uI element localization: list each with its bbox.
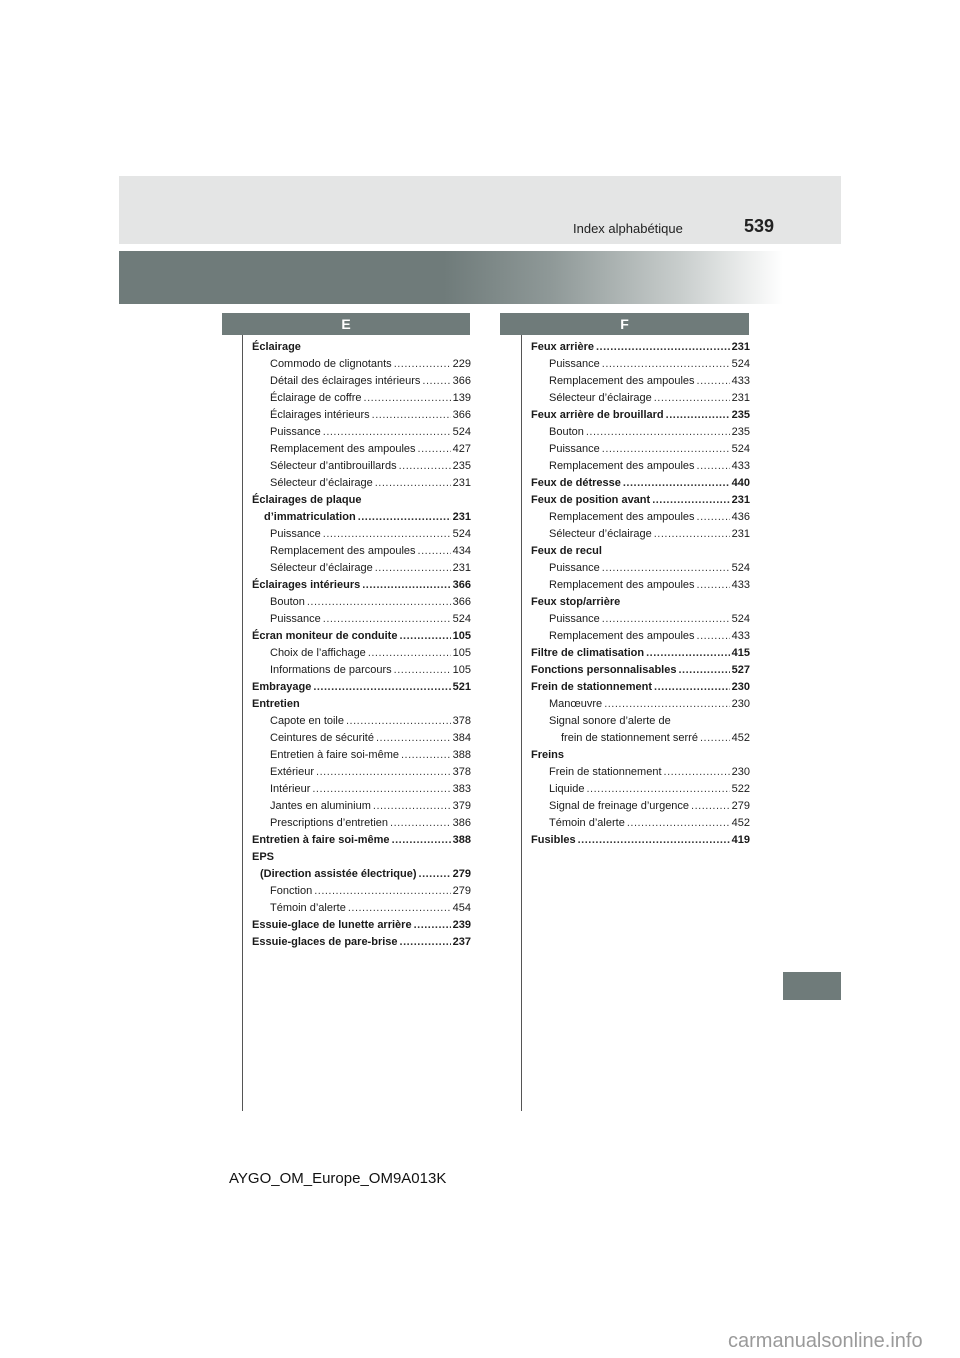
- index-entry: [252, 815, 471, 832]
- dot-leader: [316, 764, 451, 781]
- index-entry: [531, 747, 750, 764]
- index-entry-page: 434: [452, 545, 471, 557]
- dot-leader: [691, 798, 730, 815]
- index-entry-term: Remplacement des ampoules: [549, 511, 695, 523]
- index-entry-term: Feux arrière: [531, 341, 594, 353]
- dot-leader: [578, 832, 730, 849]
- dot-leader: [314, 883, 450, 900]
- index-entry: [531, 543, 750, 560]
- index-entry-page: 231: [452, 511, 471, 523]
- index-entry-term: Choix de l’affichage: [270, 647, 366, 659]
- index-entry-term: Filtre de climatisation: [531, 647, 645, 659]
- dot-leader: [394, 662, 451, 679]
- index-entry-page: 452: [731, 732, 750, 744]
- index-entry-page: 105: [452, 647, 471, 659]
- index-entry: [252, 509, 471, 526]
- index-entry-page: 235: [452, 460, 471, 472]
- dot-leader: [602, 560, 730, 577]
- dot-leader: [697, 458, 730, 475]
- index-entry-term: Embrayage: [252, 681, 312, 693]
- dot-leader: [348, 900, 451, 917]
- index-entry: [252, 645, 471, 662]
- index-entry: [252, 526, 471, 543]
- index-entry: [252, 373, 471, 390]
- gradient-bar: [119, 251, 841, 304]
- index-entry-page: 231: [731, 341, 750, 353]
- index-entry-term: Éclairages intérieurs: [270, 409, 370, 421]
- dot-leader: [376, 730, 451, 747]
- index-entry-term: Feux arrière de brouillard: [531, 409, 664, 421]
- dot-leader: [312, 781, 450, 798]
- index-entry-page: 105: [452, 664, 471, 676]
- index-entry-page: 366: [452, 375, 471, 387]
- index-entry: [252, 611, 471, 628]
- index-entry-page: 379: [452, 800, 471, 812]
- dot-leader: [604, 696, 729, 713]
- index-entry: [531, 594, 750, 611]
- index-entry: [531, 628, 750, 645]
- index-entry-page: 105: [452, 630, 471, 642]
- index-entry-term: Sélecteur d’éclairage: [270, 477, 373, 489]
- index-entry-page: 454: [452, 902, 471, 914]
- index-entry: [252, 764, 471, 781]
- dot-leader: [323, 526, 451, 543]
- index-entry: [252, 577, 471, 594]
- index-entry: [252, 832, 471, 849]
- index-entry-term: Freins: [531, 749, 565, 761]
- index-entry-term: Jantes en aluminium: [270, 800, 371, 812]
- column-divider-e: [242, 335, 243, 1111]
- index-entry: [531, 509, 750, 526]
- dot-leader: [422, 373, 450, 390]
- index-entry-page: 231: [731, 494, 750, 506]
- index-entry-term: Écran moniteur de conduite: [252, 630, 398, 642]
- index-entry-term: Commodo de clignotants: [270, 358, 392, 370]
- dot-leader: [623, 475, 730, 492]
- index-entry-term: Fonction: [270, 885, 313, 897]
- index-entry: [252, 679, 471, 696]
- index-entry-term: Fusibles: [531, 834, 576, 846]
- index-entry: [531, 713, 750, 730]
- index-entry-term: Extérieur: [270, 766, 315, 778]
- index-entry-term: Fonctions personnalisables: [531, 664, 677, 676]
- index-entry: [252, 628, 471, 645]
- index-entry-page: 378: [452, 766, 471, 778]
- index-entry-term: frein de stationnement serré: [561, 732, 698, 744]
- index-entry-page: 230: [731, 766, 750, 778]
- index-entry: [531, 407, 750, 424]
- index-entry-page: 522: [731, 783, 750, 795]
- document-code: AYGO_OM_Europe_OM9A013K: [229, 1170, 447, 1187]
- index-entry-term: Frein de stationnement: [531, 681, 653, 693]
- index-entry-term: d’immatriculation: [264, 511, 356, 523]
- index-entry: [252, 696, 471, 713]
- index-entry: [531, 730, 750, 747]
- index-entry-term: Éclairage de coffre: [270, 392, 362, 404]
- index-entry-page: 378: [452, 715, 471, 727]
- index-entry-term: Puissance: [549, 562, 600, 574]
- dot-leader: [419, 866, 451, 883]
- index-entry: [252, 747, 471, 764]
- index-entry-page: 386: [452, 817, 471, 829]
- index-entry-page: 279: [452, 868, 471, 880]
- index-entry-page: 235: [731, 409, 750, 421]
- index-entry-term: Feux de recul: [531, 545, 602, 557]
- index-entry: [252, 781, 471, 798]
- index-entry-page: 433: [731, 630, 750, 642]
- index-entry-term: Sélecteur d’éclairage: [549, 528, 652, 540]
- dot-leader: [586, 424, 730, 441]
- index-entry: [531, 475, 750, 492]
- index-entry: [252, 798, 471, 815]
- index-entry-term: Intérieur: [270, 783, 311, 795]
- index-entry-term: Puissance: [549, 358, 600, 370]
- index-entry-page: 524: [452, 426, 471, 438]
- dot-leader: [678, 662, 729, 679]
- index-entry-term: (Direction assistée électrique): [260, 868, 417, 880]
- dot-leader: [373, 798, 451, 815]
- index-entry-term: Feux de détresse: [531, 477, 621, 489]
- dot-leader: [646, 645, 730, 662]
- dot-leader: [362, 577, 450, 594]
- index-entry: [531, 832, 750, 849]
- index-entry-term: Sélecteur d’éclairage: [270, 562, 373, 574]
- index-entry-page: 524: [731, 613, 750, 625]
- index-entry: [252, 543, 471, 560]
- index-entry: [531, 441, 750, 458]
- index-entry: [531, 798, 750, 815]
- dot-leader: [602, 441, 730, 458]
- index-entry-term: Remplacement des ampoules: [270, 545, 416, 557]
- column-divider-f: [521, 335, 522, 1111]
- index-entry: [252, 849, 471, 866]
- index-entry-page: 524: [731, 358, 750, 370]
- index-entry-term: Remplacement des ampoules: [549, 630, 695, 642]
- dot-leader: [358, 509, 451, 526]
- index-entry: [252, 594, 471, 611]
- index-entry: [531, 492, 750, 509]
- index-entry: [531, 696, 750, 713]
- index-entry-term: Éclairages intérieurs: [252, 579, 361, 591]
- index-entry-term: Remplacement des ampoules: [549, 375, 695, 387]
- index-entry-term: Essuie-glaces de pare-brise: [252, 936, 398, 948]
- index-entry-term: Témoin d’alerte: [270, 902, 346, 914]
- index-entry: [252, 475, 471, 492]
- index-entry-term: Remplacement des ampoules: [549, 460, 695, 472]
- index-entry-page: 139: [452, 392, 471, 404]
- index-entry-page: 521: [452, 681, 471, 693]
- index-entry-term: EPS: [252, 851, 275, 863]
- index-entry-page: 231: [452, 562, 471, 574]
- index-entry-page: 452: [731, 817, 750, 829]
- dot-leader: [652, 492, 729, 509]
- index-entry-page: 230: [731, 698, 750, 710]
- index-entry-term: Remplacement des ampoules: [270, 443, 416, 455]
- index-entry-page: 384: [452, 732, 471, 744]
- index-entry: [252, 662, 471, 679]
- index-entry-page: 366: [452, 579, 471, 591]
- index-entry-term: Témoin d’alerte: [549, 817, 625, 829]
- index-entry-term: Entretien à faire soi-même: [270, 749, 399, 761]
- dot-leader: [697, 628, 730, 645]
- section-title: Index alphabétique: [573, 221, 683, 236]
- index-entry: [531, 645, 750, 662]
- index-entry-term: Sélecteur d’éclairage: [549, 392, 652, 404]
- index-entry-term: Entretien: [252, 698, 300, 710]
- index-entry-page: 235: [731, 426, 750, 438]
- index-entry-page: 229: [452, 358, 471, 370]
- index-entry: [252, 560, 471, 577]
- index-entry-term: Signal sonore d’alerte de: [549, 715, 671, 727]
- index-entry: [252, 917, 471, 934]
- index-entry-page: 527: [731, 664, 750, 676]
- index-entry-page: 279: [731, 800, 750, 812]
- watermark: carmanualsonline.info: [728, 1330, 923, 1352]
- index-entry: [252, 934, 471, 951]
- dot-leader: [586, 781, 729, 798]
- dot-leader: [390, 815, 451, 832]
- index-entry-term: Informations de parcours: [270, 664, 392, 676]
- index-entry-term: Puissance: [270, 426, 321, 438]
- index-entry-page: 524: [452, 613, 471, 625]
- index-entry: [531, 424, 750, 441]
- dot-leader: [664, 764, 730, 781]
- dot-leader: [392, 832, 451, 849]
- index-entry-term: Manœuvre: [549, 698, 603, 710]
- index-entry: [252, 866, 471, 883]
- dot-leader: [602, 356, 730, 373]
- index-entry: [531, 560, 750, 577]
- index-entry: [252, 339, 471, 356]
- index-entry-term: Remplacement des ampoules: [549, 579, 695, 591]
- index-entry-term: Éclairage: [252, 341, 301, 353]
- index-entry-page: 237: [452, 936, 471, 948]
- index-entry-page: 231: [731, 392, 750, 404]
- dot-leader: [418, 441, 451, 458]
- index-entry: [252, 424, 471, 441]
- dot-leader: [697, 509, 730, 526]
- dot-leader: [418, 543, 451, 560]
- column-header-e: E: [222, 313, 470, 335]
- index-entry: [252, 356, 471, 373]
- index-entry-page: 366: [452, 596, 471, 608]
- dot-leader: [654, 390, 730, 407]
- index-entry: [531, 339, 750, 356]
- index-entry-page: 279: [452, 885, 471, 897]
- index-entry-page: 433: [731, 375, 750, 387]
- dot-leader: [414, 917, 451, 934]
- dot-leader: [697, 373, 730, 390]
- dot-leader: [654, 526, 730, 543]
- index-entry: [531, 815, 750, 832]
- index-list-e: [252, 339, 471, 951]
- index-entry-term: Puissance: [549, 613, 600, 625]
- page-number: 539: [744, 216, 775, 236]
- dot-leader: [399, 458, 451, 475]
- index-entry-term: Feux stop/arrière: [531, 596, 621, 608]
- index-entry: [531, 526, 750, 543]
- index-entry-page: 427: [452, 443, 471, 455]
- index-entry: [531, 577, 750, 594]
- index-entry-term: Entretien à faire soi-même: [252, 834, 390, 846]
- index-entry-page: 231: [731, 528, 750, 540]
- dot-leader: [372, 407, 451, 424]
- index-entry: [252, 441, 471, 458]
- dot-leader: [401, 747, 451, 764]
- dot-leader: [700, 730, 730, 747]
- dot-leader: [323, 611, 451, 628]
- dot-leader: [666, 407, 730, 424]
- index-entry-page: 524: [731, 443, 750, 455]
- index-entry-page: 239: [452, 919, 471, 931]
- dot-leader: [602, 611, 730, 628]
- index-entry: [531, 458, 750, 475]
- index-entry-term: Sélecteur d’antibrouillards: [270, 460, 397, 472]
- index-entry: [252, 713, 471, 730]
- dot-leader: [394, 356, 451, 373]
- header-band: [119, 176, 841, 244]
- dot-leader: [368, 645, 451, 662]
- index-entry: [531, 373, 750, 390]
- dot-leader: [697, 577, 730, 594]
- dot-leader: [346, 713, 451, 730]
- index-entry-page: 524: [452, 528, 471, 540]
- index-entry: [252, 900, 471, 917]
- index-entry-term: Feux de position avant: [531, 494, 651, 506]
- index-entry: [531, 679, 750, 696]
- index-entry: [252, 730, 471, 747]
- index-entry-page: 436: [731, 511, 750, 523]
- dot-leader: [313, 679, 450, 696]
- index-entry-term: Détail des éclairages intérieurs: [270, 375, 421, 387]
- index-entry-term: Prescriptions d’entretien: [270, 817, 389, 829]
- index-entry-page: 415: [731, 647, 750, 659]
- index-entry-term: Puissance: [549, 443, 600, 455]
- index-entry-term: Puissance: [270, 613, 321, 625]
- index-entry-page: 440: [731, 477, 750, 489]
- index-entry: [531, 781, 750, 798]
- index-entry-term: Ceintures de sécurité: [270, 732, 374, 744]
- dot-leader: [307, 594, 451, 611]
- dot-leader: [364, 390, 451, 407]
- index-entry-term: Éclairages de plaque: [252, 494, 362, 506]
- index-entry: [531, 611, 750, 628]
- index-entry-page: 366: [452, 409, 471, 421]
- index-entry-page: 230: [731, 681, 750, 693]
- dot-leader: [375, 475, 451, 492]
- dot-leader: [627, 815, 730, 832]
- index-entry: [252, 407, 471, 424]
- dot-leader: [596, 339, 730, 356]
- index-entry: [531, 390, 750, 407]
- index-entry-page: 383: [452, 783, 471, 795]
- index-entry: [252, 458, 471, 475]
- index-entry-term: Essuie-glace de lunette arrière: [252, 919, 412, 931]
- index-entry-page: 433: [731, 579, 750, 591]
- index-list-f: [531, 339, 750, 849]
- index-entry-term: Puissance: [270, 528, 321, 540]
- index-entry-term: Capote en toile: [270, 715, 344, 727]
- index-entry: [531, 764, 750, 781]
- index-entry-term: Bouton: [270, 596, 305, 608]
- index-entry-page: 524: [731, 562, 750, 574]
- dot-leader: [400, 934, 451, 951]
- index-entry: [252, 390, 471, 407]
- index-entry: [531, 662, 750, 679]
- index-entry-term: Bouton: [549, 426, 584, 438]
- index-entry-page: 433: [731, 460, 750, 472]
- index-entry: [252, 883, 471, 900]
- index-entry-term: Signal de freinage d’urgence: [549, 800, 690, 812]
- column-header-f: F: [500, 313, 749, 335]
- dot-leader: [399, 628, 450, 645]
- dot-leader: [375, 560, 451, 577]
- index-entry-term: Frein de stationnement: [549, 766, 662, 778]
- dot-leader: [323, 424, 451, 441]
- index-entry-page: 388: [452, 749, 471, 761]
- index-entry-page: 388: [452, 834, 471, 846]
- index-entry: [531, 356, 750, 373]
- index-entry-page: 419: [731, 834, 750, 846]
- chapter-tab: [783, 972, 841, 1000]
- index-entry-term: Liquide: [549, 783, 585, 795]
- index-entry: [252, 492, 471, 509]
- index-entry-page: 231: [452, 477, 471, 489]
- dot-leader: [654, 679, 730, 696]
